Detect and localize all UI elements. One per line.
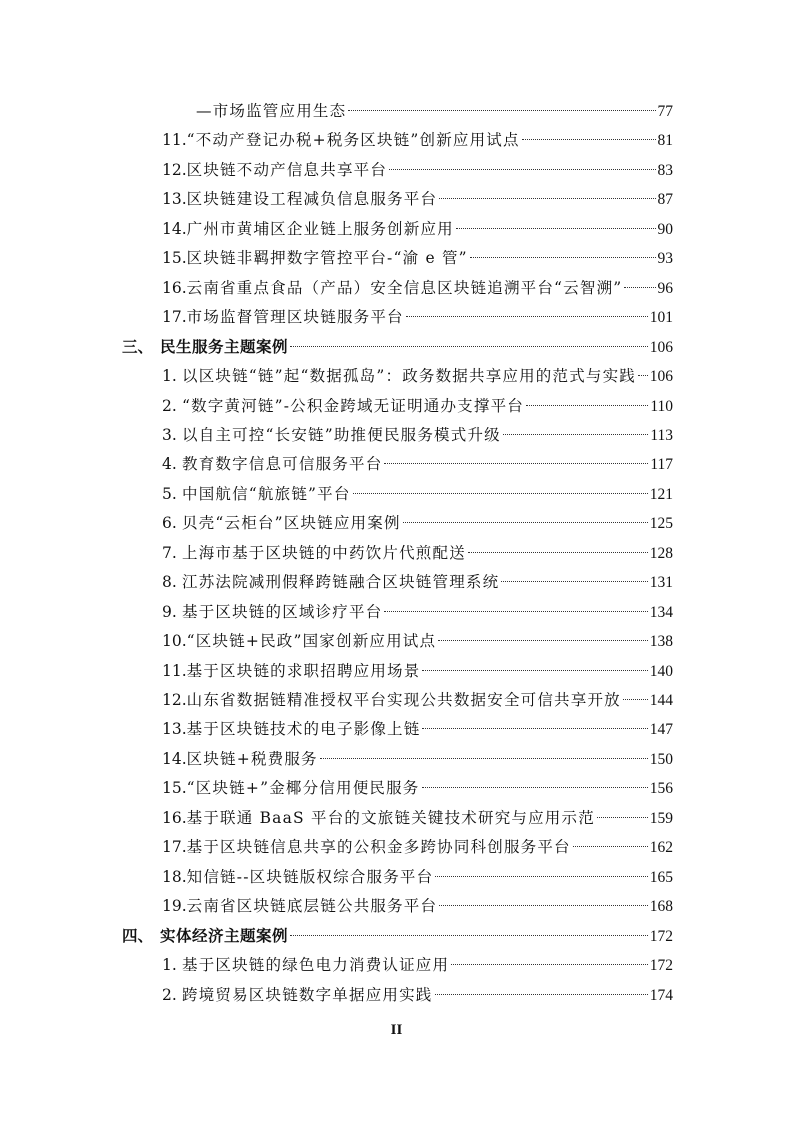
dot-leader xyxy=(435,876,647,877)
dot-leader xyxy=(438,640,648,641)
toc-entry-title: 云南省区块链底层链公共服务平台 xyxy=(186,897,438,916)
dot-leader xyxy=(422,728,647,729)
toc-entry-title: 江苏法院减刑假释跨链融合区块链管理系统 xyxy=(182,573,500,592)
toc-entry-page-number: 96 xyxy=(657,279,673,297)
toc-entry-title: “区块链+民政”国家创新应用试点 xyxy=(186,632,437,651)
toc-entry-title: 区块链+税费服务 xyxy=(186,749,318,768)
dot-leader xyxy=(384,463,648,464)
toc-entry[interactable] xyxy=(162,510,673,536)
toc-entry[interactable] xyxy=(162,127,673,153)
toc-entry[interactable] xyxy=(162,716,673,742)
toc-entry-number: 1. xyxy=(162,367,177,386)
toc-entry-page-number: 138 xyxy=(649,633,673,651)
toc-entry[interactable] xyxy=(162,952,673,978)
toc-entry-number: 8. xyxy=(162,573,177,592)
toc-entry-number: 12. xyxy=(162,691,187,709)
toc-entry-page-number: 110 xyxy=(650,397,673,415)
toc-entry-number: 9. xyxy=(162,602,177,621)
toc-entry-title: 区块链非羁押数字管控平台-“渝 e 管” xyxy=(186,249,468,268)
toc-entry-page-number: 150 xyxy=(649,750,673,768)
dot-leader xyxy=(597,817,648,818)
toc-entry-title: 山东省数据链精准授权平台实现公共数据安全可信共享开放 xyxy=(186,691,621,709)
toc-entry-number: 13. xyxy=(162,720,187,739)
page-number-footer: II xyxy=(390,1022,403,1038)
toc-entry-number: 4. xyxy=(162,455,177,474)
toc-entry-number: 10. xyxy=(162,632,187,651)
toc-entry[interactable] xyxy=(162,893,673,919)
toc-entry-title: “数字黄河链”-公积金跨域无证明通办支撑平台 xyxy=(182,396,524,415)
dot-leader xyxy=(526,405,648,406)
toc-entry-number: 16. xyxy=(162,278,187,297)
toc-entry-number: 四、 xyxy=(122,926,154,945)
toc-entry[interactable] xyxy=(162,805,673,831)
dot-leader xyxy=(503,434,648,435)
toc-entry[interactable] xyxy=(162,363,673,389)
toc-entry-title: 基于联通 BaaS 平台的文旅链关键技术研究与应用示范 xyxy=(186,808,595,827)
dot-leader xyxy=(348,110,655,111)
toc-entry-title: 市场监督管理区块链服务平台 xyxy=(186,308,404,327)
toc-entry-page-number: 172 xyxy=(649,957,673,975)
toc-entry-number: 14. xyxy=(162,749,187,768)
toc-entry-page-number: 93 xyxy=(657,250,673,268)
toc-entry[interactable] xyxy=(162,628,673,654)
toc-entry-title: 基于区块链的绿色电力消费认证应用 xyxy=(182,956,450,975)
toc-entry-page-number: 134 xyxy=(649,603,673,621)
dot-leader xyxy=(573,846,648,847)
toc-entry-page-number: 81 xyxy=(657,132,673,150)
dot-leader xyxy=(290,935,648,936)
toc-entry-title: 跨境贸易区块链数字单据应用实践 xyxy=(182,985,433,1004)
toc-entry-number: 16. xyxy=(162,808,187,827)
toc-entry-page-number: 90 xyxy=(657,220,673,238)
toc-entry-number: 5. xyxy=(162,484,177,503)
toc-entry-title: —市场监管应用生态 xyxy=(196,102,347,120)
dot-leader xyxy=(422,670,647,671)
toc-entry-title: 广州市黄埔区企业链上服务创新应用 xyxy=(186,219,454,238)
toc-entry-page-number: 156 xyxy=(649,780,673,798)
dot-leader xyxy=(406,316,648,317)
toc-entry-title: 教育数字信息可信服务平台 xyxy=(182,455,383,474)
toc-entry-title: 以区块链“链”起“数据孤岛”：政务数据共享应用的范式与实践 xyxy=(182,367,636,386)
toc-entry-number: 19. xyxy=(162,897,187,916)
toc-entry-number: 2. xyxy=(162,396,177,415)
dot-leader xyxy=(435,994,648,995)
toc-entry-page-number: 162 xyxy=(649,839,673,857)
toc-entry-page-number: 172 xyxy=(649,927,673,945)
toc-entry-title: 云南省重点食品（产品）安全信息区块链追溯平台“云智溯” xyxy=(186,278,623,297)
dot-leader xyxy=(470,257,656,258)
toc-entry[interactable] xyxy=(162,864,673,890)
dot-leader xyxy=(623,699,648,700)
toc-entry-title: 知信链--区块链版权综合服务平台 xyxy=(186,867,434,886)
toc-entry-title: 基于区块链的求职招聘应用场景 xyxy=(186,661,421,680)
toc-entry-number: 13. xyxy=(162,190,187,209)
dot-leader xyxy=(638,375,648,376)
toc-entry[interactable] xyxy=(162,275,673,301)
toc-entry-page-number: 165 xyxy=(649,868,673,886)
toc-entry[interactable] xyxy=(162,834,673,860)
toc-entry-title: 实体经济主题案例 xyxy=(160,926,289,945)
toc-entry-page-number: 113 xyxy=(650,426,673,444)
toc-entry[interactable] xyxy=(162,186,673,212)
dot-leader xyxy=(422,787,648,788)
toc-entry-title: 以自主可控“长安链”助推便民服务模式升级 xyxy=(182,425,501,444)
dot-leader xyxy=(439,905,648,906)
toc-entry-page-number: 131 xyxy=(649,574,673,592)
dot-leader xyxy=(384,611,647,612)
toc-entry[interactable] xyxy=(162,157,673,183)
toc-entry-page-number: 106 xyxy=(649,368,673,386)
toc-entry[interactable] xyxy=(162,599,673,625)
toc-entry-number: 17. xyxy=(162,308,187,327)
toc-entry-page-number: 83 xyxy=(657,161,673,179)
toc-entry-page-number: 101 xyxy=(649,309,673,327)
toc-entry[interactable] xyxy=(162,422,673,448)
dot-leader xyxy=(451,964,648,965)
toc-entry-page-number: 77 xyxy=(657,103,673,120)
toc-entry-page-number: 106 xyxy=(649,338,673,356)
toc-entry-title: 民生服务主题案例 xyxy=(160,337,289,356)
toc-entry-title: 区块链不动产信息共享平台 xyxy=(186,160,388,179)
toc-entry[interactable] xyxy=(162,982,673,1008)
toc-entry-number: 11. xyxy=(162,661,187,680)
dot-leader xyxy=(624,287,655,288)
toc-entry-title: 上海市基于区块链的中药饮片代煎配送 xyxy=(182,543,466,562)
toc-entry-number: 15. xyxy=(162,249,187,268)
toc-entry[interactable] xyxy=(162,304,673,330)
toc-entry[interactable] xyxy=(162,658,673,684)
toc-entry-number: 1. xyxy=(162,956,177,975)
toc-entry[interactable] xyxy=(162,540,673,566)
dot-leader xyxy=(353,493,648,494)
toc-entry-title: 基于区块链信息共享的公积金多跨协同科创服务平台 xyxy=(186,838,571,857)
toc-section-heading[interactable] xyxy=(122,923,673,949)
dot-leader xyxy=(501,581,647,582)
toc-section-heading[interactable] xyxy=(122,334,673,360)
toc-entry[interactable] xyxy=(162,775,673,801)
dot-leader xyxy=(403,522,648,523)
dot-leader xyxy=(320,758,648,759)
toc-entry-page-number: 140 xyxy=(649,662,673,680)
toc-entry-page-number: 144 xyxy=(649,692,673,709)
toc-entry-number: 18. xyxy=(162,867,187,886)
toc-entry[interactable] xyxy=(162,687,673,713)
toc-entry-title: 基于区块链的区域诊疗平台 xyxy=(182,602,383,621)
toc-entry-page-number: 147 xyxy=(649,721,673,739)
toc-entry[interactable] xyxy=(162,451,673,477)
toc-entry-number: 15. xyxy=(162,779,187,798)
toc-entry-page-number: 87 xyxy=(657,191,673,209)
dot-leader xyxy=(389,169,655,170)
toc-entry-page-number: 121 xyxy=(649,485,673,503)
toc-entry-title: 基于区块链技术的电子影像上链 xyxy=(186,720,421,739)
toc-entry-page-number: 174 xyxy=(649,986,673,1004)
toc-entry[interactable] xyxy=(162,216,673,242)
toc-entry[interactable] xyxy=(162,481,673,507)
toc-entry-title: 中国航信“航旅链”平台 xyxy=(182,484,351,503)
toc-entry[interactable] xyxy=(162,569,673,595)
toc-entry[interactable] xyxy=(162,393,673,419)
dot-leader xyxy=(522,139,656,140)
toc-entry-title: 区块链建设工程减负信息服务平台 xyxy=(186,190,438,209)
toc-entry-title: “区块链+”金椰分信用便民服务 xyxy=(186,779,420,798)
toc-entry-number: 14. xyxy=(162,219,187,238)
toc-entry-page-number: 168 xyxy=(649,898,673,916)
toc-entry-page-number: 117 xyxy=(650,456,673,474)
toc-entry-number: 三、 xyxy=(122,337,154,356)
toc-entry-page-number: 159 xyxy=(649,809,673,827)
toc-entry-number: 12. xyxy=(162,160,187,179)
toc-entry-number: 7. xyxy=(162,543,177,562)
toc-entry-number: 6. xyxy=(162,514,177,533)
toc-entry-number: 11. xyxy=(162,131,187,150)
toc-entry-title: 贝壳“云柜台”区块链应用案例 xyxy=(182,514,401,533)
dot-leader xyxy=(468,552,648,553)
toc-entry-title: “不动产登记办税+税务区块链”创新应用试点 xyxy=(186,131,520,150)
toc-entry-number: 2. xyxy=(162,985,177,1004)
toc-entry-number: 17. xyxy=(162,838,187,857)
toc-entry[interactable] xyxy=(162,746,673,772)
dot-leader xyxy=(439,198,655,199)
dot-leader xyxy=(456,228,656,229)
toc-entry-number: 3. xyxy=(162,425,177,444)
toc-entry[interactable] xyxy=(196,98,673,124)
dot-leader xyxy=(290,346,648,347)
toc-entry-page-number: 128 xyxy=(649,544,673,562)
toc-entry-page-number: 125 xyxy=(649,515,673,533)
toc-entry[interactable] xyxy=(162,245,673,271)
